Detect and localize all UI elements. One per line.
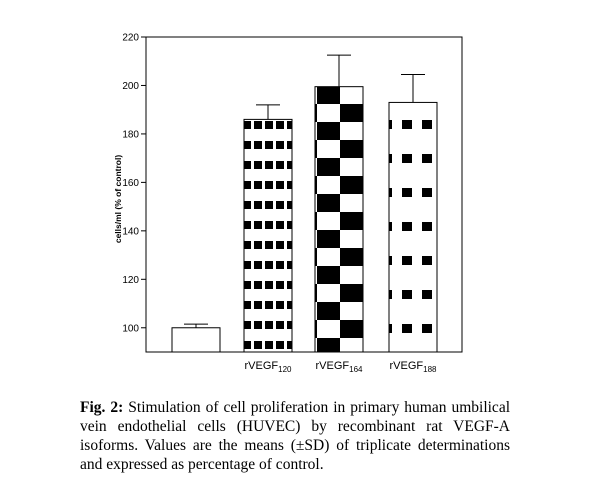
bar [389,102,437,352]
y-axis-label: cells/ml (% of control) [113,154,123,244]
y-tick-label: 220 [122,32,139,44]
error-bar [327,55,351,87]
y-tick-label: 100 [122,323,139,335]
y-axis [122,33,146,335]
error-bar [256,105,280,120]
caption-label: Fig. 2: [80,399,124,416]
caption-text: Stimulation of cell proliferation in primary human umbilical vein endothelial cells (HUVEC) by recombinant rat VEGF-A isoforms. Values are the means (±SD) of triplicate determinations and expressed as percentage of control. [80,399,511,473]
error-bar [184,324,208,328]
bar [244,119,292,352]
x-axis-labels [245,360,438,374]
x-category-label: rVEGF$_{120}$ [244,360,292,374]
y-tick-label: 160 [122,177,139,189]
y-tick-label: 180 [122,129,139,141]
figure-caption [80,398,510,474]
bar [315,87,363,352]
y-tick-label: 120 [122,274,139,286]
bar [172,328,220,352]
y-tick-label: 200 [122,80,139,92]
x-category-label: rVEGF$_{188}$ [389,360,437,374]
x-category-label: rVEGF$_{164}$ [315,360,363,374]
error-bar [401,75,425,103]
bars [172,87,437,352]
y-tick-label: 140 [122,226,139,238]
